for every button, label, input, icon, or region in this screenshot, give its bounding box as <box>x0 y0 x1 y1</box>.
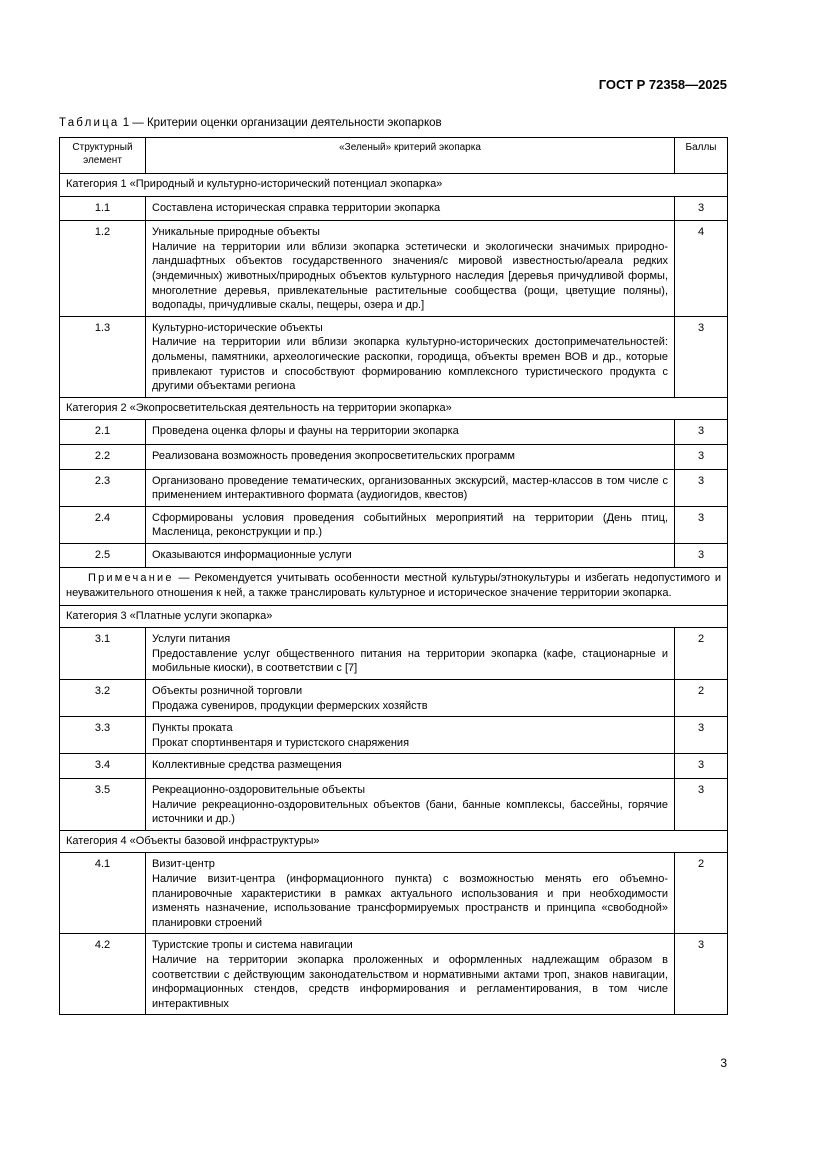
criterion-cell <box>146 316 675 397</box>
row-number: 2.3 <box>60 469 146 506</box>
table-row <box>60 221 728 317</box>
criterion-title: Пункты проката <box>152 722 233 735</box>
criterion-cell <box>146 221 675 317</box>
table-row <box>60 316 728 397</box>
criterion-text: Наличие на территории или вблизи экопарка эстетически и экологически значимых природно-ландшафтных объектов государственного значения/с мировой известностью/ареала редких (эндемичных) животных/природных объектов культурного наследия [деревья причудливой формы, многолетние деревья, привлекательные растительные сообщества (рощи, цветущие поляны), водопады, причудливые скалы, пещеры, озера и др.] <box>152 240 668 312</box>
points-value: 4 <box>675 221 728 317</box>
criterion-text: Наличие визит-центра (информационного пункта) с возможностью менять его объемно-планировочные характеристики в рамках актуального использования и при необходимости изменять назначение, использование трансформируемых пространств и принципа «свободной» планировки строений <box>152 872 668 929</box>
criterion-title: Объекты розничной торговли <box>152 685 303 698</box>
criterion-text: Прокат спортинвентаря и туристского снаряжения <box>152 736 410 749</box>
criterion-text: Наличие на территории или вблизи экопарка культурно-исторических достопримечательностей: дольмены, памятники, археологические раскопки, городища, объекты времен ВОВ и др., которые привлекают туристов и способствуют формированию комплексного туристического продукта с другими объектами региона <box>152 336 668 393</box>
page-number: 3 <box>720 1056 727 1070</box>
row-number: 1.2 <box>60 221 146 317</box>
row-number: 1.3 <box>60 316 146 397</box>
category-row <box>60 174 728 197</box>
table-row <box>60 444 728 469</box>
category-2: Категория 2 «Экопросветительская деятельность на территории экопарка» <box>60 397 728 420</box>
row-number: 3.3 <box>60 717 146 754</box>
row-number: 2.5 <box>60 543 146 568</box>
criterion-text: Сформированы условия проведения событийных мероприятий на территории (День птиц, Масленица, реконструкции и пр.) <box>146 506 675 543</box>
criterion-title: Туристские тропы и система навигации <box>152 939 353 952</box>
points-value: 3 <box>675 316 728 397</box>
row-number: 1.1 <box>60 196 146 221</box>
criterion-text: Составлена историческая справка территории экопарка <box>146 196 675 221</box>
category-row <box>60 830 728 853</box>
header-criterion: «Зеленый» критерий экопарка <box>146 138 675 174</box>
points-value: 3 <box>675 717 728 754</box>
category-row <box>60 397 728 420</box>
table-row <box>60 420 728 445</box>
points-value: 3 <box>675 543 728 568</box>
points-value: 3 <box>675 469 728 506</box>
criterion-title: Культурно-исторические объекты <box>152 321 323 334</box>
criterion-cell <box>146 853 675 934</box>
criterion-text: Организовано проведение тематических, организованных экскурсий, мастер-классов в том числе с применением интерактивного формата (аудиогидов, квестов) <box>146 469 675 506</box>
criterion-text: Коллективные средства размещения <box>146 754 675 779</box>
row-number: 3.4 <box>60 754 146 779</box>
criterion-cell <box>146 628 675 680</box>
table-caption <box>59 117 442 129</box>
criterion-text: Проведена оценка флоры и фауны на территории экопарка <box>146 420 675 445</box>
note-text: — Рекомендуется учитывать особенности местной культуры/этнокультуры и избегать недопустимого и неуважительного отношения к ней, а также транслировать культурное и историческое значение территории экопарка. <box>66 572 721 600</box>
criterion-text: Оказываются информационные услуги <box>146 543 675 568</box>
points-value: 3 <box>675 420 728 445</box>
row-number: 3.5 <box>60 779 146 831</box>
table-row <box>60 680 728 717</box>
table-row <box>60 853 728 934</box>
row-number: 2.4 <box>60 506 146 543</box>
table-row <box>60 628 728 680</box>
table-row <box>60 506 728 543</box>
note-label: Примечание <box>88 572 174 585</box>
points-value: 2 <box>675 680 728 717</box>
points-value: 3 <box>675 754 728 779</box>
row-number: 3.1 <box>60 628 146 680</box>
points-value: 2 <box>675 628 728 680</box>
note-row <box>60 568 728 605</box>
points-value: 3 <box>675 196 728 221</box>
category-3: Категория 3 «Платные услуги экопарка» <box>60 605 728 628</box>
criterion-title: Рекреационно-оздоровительные объекты <box>152 784 366 796</box>
criterion-text: Наличие рекреационно-оздоровительных объектов (бани, банные комплексы, бассейны, горячие источники и др.) <box>152 798 668 826</box>
row-number: 2.2 <box>60 444 146 469</box>
criterion-text: Продажа сувениров, продукции фермерских хозяйств <box>152 699 428 712</box>
table-row <box>60 469 728 506</box>
row-number: 2.1 <box>60 420 146 445</box>
category-row <box>60 605 728 628</box>
table-row <box>60 754 728 779</box>
row-number: 3.2 <box>60 680 146 717</box>
criteria-table <box>59 137 728 1015</box>
points-value: 3 <box>675 779 728 831</box>
header-element: Структурный элемент <box>60 138 146 174</box>
caption-number: 1 <box>119 117 130 129</box>
table-row <box>60 717 728 754</box>
table-row <box>60 543 728 568</box>
criterion-text: Реализована возможность проведения экопросветительских программ <box>146 444 675 469</box>
criterion-title: Услуги питания <box>152 633 231 646</box>
points-value: 3 <box>675 506 728 543</box>
criterion-title: Уникальные природные объекты <box>152 226 320 239</box>
criterion-text: Предоставление услуг общественного питания на территории экопарка (кафе, стационарные и мобильные киоски), в соответствии с [7] <box>152 647 668 675</box>
points-value: 3 <box>675 444 728 469</box>
row-number: 4.1 <box>60 853 146 934</box>
table-row <box>60 196 728 221</box>
category-4: Категория 4 «Объекты базовой инфраструктуры» <box>60 830 728 853</box>
caption-prefix: Таблица <box>59 117 120 129</box>
criterion-title: Визит-центр <box>152 858 215 871</box>
criterion-cell <box>146 779 675 831</box>
category-1: Категория 1 «Природный и культурно-исторический потенциал экопарка» <box>60 174 728 197</box>
criterion-cell <box>146 680 675 717</box>
standard-designation: ГОСТ Р 72358—2025 <box>598 77 727 92</box>
header-points: Баллы <box>675 138 728 174</box>
table-row <box>60 779 728 831</box>
row-number: 4.2 <box>60 934 146 1015</box>
points-value: 2 <box>675 853 728 934</box>
points-value: 3 <box>675 934 728 1015</box>
table-header-row <box>60 138 728 174</box>
note-cell <box>60 568 728 605</box>
caption-title: — Критерии оценки организации деятельности экопарков <box>129 117 442 129</box>
criterion-cell <box>146 717 675 754</box>
criterion-cell <box>146 934 675 1015</box>
table-row <box>60 934 728 1015</box>
criterion-text: Наличие на территории экопарка проложенных и оформленных надлежащим образом в соответствии с действующим законодательством и нормативными актами троп, знаков навигации, информационных стендов, средств информирования и регламентирования, в том числе интерактивных <box>152 953 668 1010</box>
